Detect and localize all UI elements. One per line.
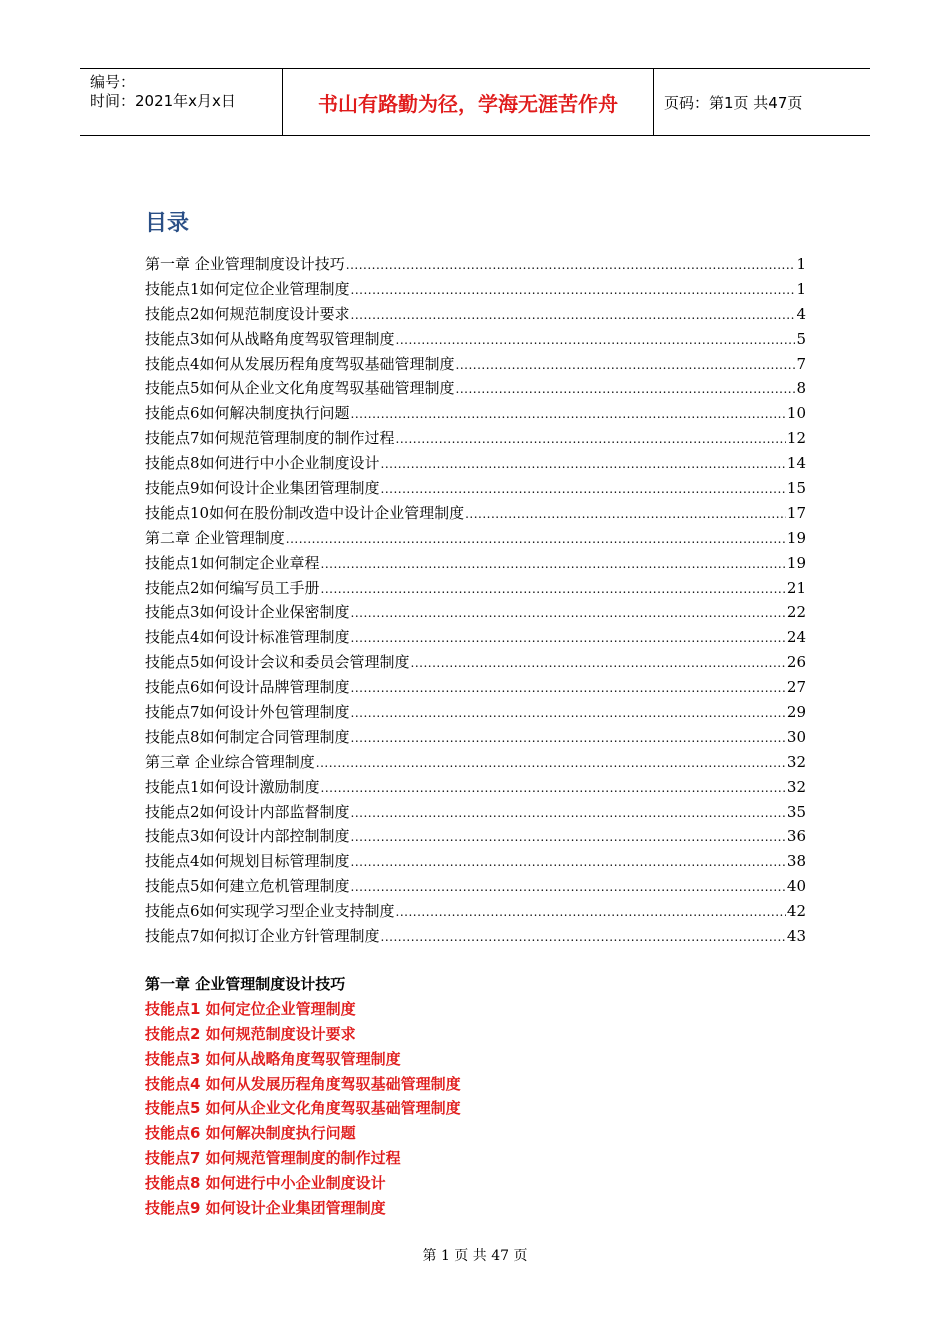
toc-dot-leader [351,303,796,328]
skill-heading: 技能点3 如何从战略角度驾驭管理制度 [145,1049,401,1068]
toc-entry-title: 技能点6如何解决制度执行问题 [145,404,350,423]
toc-entry-title: 技能点3如何设计内部控制制度 [145,827,350,846]
skill-heading: 技能点6 如何解决制度执行问题 [145,1124,356,1143]
toc-entry-page: 36 [786,827,806,846]
toc-entry[interactable] [145,899,806,924]
toc-entry-page: 32 [786,777,806,796]
toc-entry[interactable] [145,750,806,775]
toc-entry-title: 技能点6如何设计品牌管理制度 [145,678,350,697]
body-headings [145,972,845,1221]
chapter-heading: 第一章 企业管理制度设计技巧 [145,975,346,993]
toc-entry-title: 技能点2如何编写员工手册 [145,578,320,597]
skill-heading: 技能点9 如何设计企业集团管理制度 [145,1199,386,1218]
toc-dot-leader [346,253,796,278]
toc-dot-leader [381,452,786,477]
header-page-label: 页码：第1页 共47页 [664,93,803,112]
toc-dot-leader [351,825,786,850]
toc-dot-leader [456,353,796,378]
toc-entry-page: 5 [796,329,806,348]
toc-dot-leader [321,776,786,801]
toc-entry[interactable] [145,800,806,825]
toc-entry-title: 技能点7如何规范管理制度的制作过程 [145,429,395,448]
skill-heading: 技能点1 如何定位企业管理制度 [145,999,356,1018]
toc-entry-title: 技能点8如何进行中小企业制度设计 [145,454,380,473]
toc-dot-leader [286,527,786,552]
toc-entry-page: 27 [786,678,806,697]
toc-entry[interactable] [145,874,806,899]
skill-heading: 技能点5 如何从企业文化角度驾驭基础管理制度 [145,1099,461,1118]
toc-entry-title: 技能点2如何规范制度设计要求 [145,304,350,323]
skill-heading: 技能点4 如何从发展历程角度驾驭基础管理制度 [145,1074,461,1093]
toc-entry[interactable] [145,700,806,725]
toc-entry-page: 40 [786,877,806,896]
toc-title: 目录 [145,211,190,236]
toc-entry-title: 第二章 企业管理制度 [145,528,285,547]
toc-entry-page: 8 [796,379,806,398]
toc-entry[interactable] [145,675,806,700]
toc-dot-leader [351,676,786,701]
page-footer: 第 1 页 共 47 页 [422,1248,528,1264]
toc-dot-leader [351,801,786,826]
toc-entry-title: 技能点7如何设计外包管理制度 [145,703,350,722]
toc-entry-title: 技能点1如何设计激励制度 [145,777,320,796]
toc-dot-leader [411,651,786,676]
toc-entry[interactable] [145,824,806,849]
toc-entry-title: 技能点1如何定位企业管理制度 [145,279,350,298]
toc-dot-leader [321,577,786,602]
toc-entry-title: 技能点2如何设计内部监督制度 [145,802,350,821]
toc-entry[interactable] [145,576,806,601]
toc-entry-page: 10 [786,404,806,423]
toc-entry-page: 29 [786,703,806,722]
toc-entry[interactable] [145,352,806,377]
toc-entry[interactable] [145,600,806,625]
toc-entry-title: 技能点8如何制定合同管理制度 [145,727,350,746]
toc-entry-page: 24 [786,628,806,647]
toc-entry[interactable] [145,526,806,551]
toc-entry-title: 技能点3如何从战略角度驾驭管理制度 [145,329,395,348]
toc-entry[interactable] [145,775,806,800]
toc-entry[interactable] [145,252,806,277]
skill-heading: 技能点7 如何规范管理制度的制作过程 [145,1149,401,1168]
toc-entry-page: 7 [796,354,806,373]
toc-dot-leader [321,552,786,577]
toc-dot-leader [381,477,786,502]
toc-entry-page: 12 [786,429,806,448]
skill-heading: 技能点2 如何规范制度设计要求 [145,1024,356,1043]
toc-entry-title: 技能点1如何制定企业章程 [145,553,320,572]
toc-dot-leader [381,925,786,950]
toc-entry[interactable] [145,401,806,426]
toc-entry[interactable] [145,551,806,576]
toc-entry-title: 技能点4如何设计标准管理制度 [145,628,350,647]
toc-entry[interactable] [145,849,806,874]
toc-entry[interactable] [145,327,806,352]
toc-entry-title: 技能点10如何在股份制改造中设计企业管理制度 [145,503,465,522]
toc-entry[interactable] [145,924,806,949]
toc-dot-leader [351,875,786,900]
toc-entry-title: 技能点9如何设计企业集团管理制度 [145,479,380,498]
toc-entry[interactable] [145,625,806,650]
toc-entry[interactable] [145,376,806,401]
toc-entry-title: 技能点5如何建立危机管理制度 [145,877,350,896]
toc-entry-page: 17 [786,503,806,522]
toc-entry-page: 21 [786,578,806,597]
toc-dot-leader [465,502,786,527]
toc-dot-leader [351,601,786,626]
toc-dot-leader [396,427,786,452]
toc-entry-page: 30 [786,727,806,746]
toc-entry[interactable] [145,725,806,750]
table-of-contents [145,252,806,949]
toc-dot-leader [351,278,796,303]
toc-entry-title: 第三章 企业综合管理制度 [145,752,315,771]
toc-entry-page: 19 [786,553,806,572]
toc-entry-page: 32 [786,752,806,771]
header-meta [80,69,282,135]
toc-entry-page: 4 [796,304,806,323]
toc-entry-page: 19 [786,528,806,547]
toc-entry[interactable] [145,451,806,476]
toc-entry[interactable] [145,302,806,327]
toc-dot-leader [316,751,786,776]
toc-dot-leader [396,328,796,353]
toc-entry[interactable] [145,426,806,451]
toc-entry-page: 38 [786,852,806,871]
toc-entry-title: 技能点3如何设计企业保密制度 [145,603,350,622]
toc-dot-leader [351,402,786,427]
toc-entry[interactable] [145,650,806,675]
toc-dot-leader [351,701,786,726]
page-header [80,68,870,136]
toc-entry-title: 技能点4如何从发展历程角度驾驭基础管理制度 [145,354,455,373]
toc-entry-title: 技能点6如何实现学习型企业支持制度 [145,902,395,921]
toc-dot-leader [351,626,786,651]
header-time-label: 时间：2021年x月x日 [90,92,236,110]
toc-entry[interactable] [145,476,806,501]
toc-entry-page: 26 [786,653,806,672]
toc-entry-page: 35 [786,802,806,821]
toc-dot-leader [351,850,786,875]
header-motto: 书山有路勤为径，学海无涯苦作舟 [282,69,654,135]
toc-entry-page: 14 [786,454,806,473]
toc-dot-leader [456,377,796,402]
header-number-label: 编号： [90,73,136,91]
toc-dot-leader [396,900,786,925]
toc-entry-page: 1 [796,279,806,298]
toc-entry[interactable] [145,501,806,526]
toc-entry[interactable] [145,277,806,302]
toc-entry-title: 技能点5如何从企业文化角度驾驭基础管理制度 [145,379,455,398]
toc-entry-page: 15 [786,479,806,498]
toc-entry-title: 技能点7如何拟订企业方针管理制度 [145,927,380,946]
toc-entry-page: 42 [786,902,806,921]
toc-entry-title: 技能点4如何规划目标管理制度 [145,852,350,871]
toc-entry-title: 第一章 企业管理制度设计技巧 [145,255,345,273]
skill-heading: 技能点8 如何进行中小企业制度设计 [145,1174,386,1193]
toc-entry-page: 1 [796,255,806,273]
toc-dot-leader [351,726,786,751]
toc-entry-title: 技能点5如何设计会议和委员会管理制度 [145,653,410,672]
toc-entry-page: 43 [786,927,806,946]
toc-entry-page: 22 [786,603,806,622]
